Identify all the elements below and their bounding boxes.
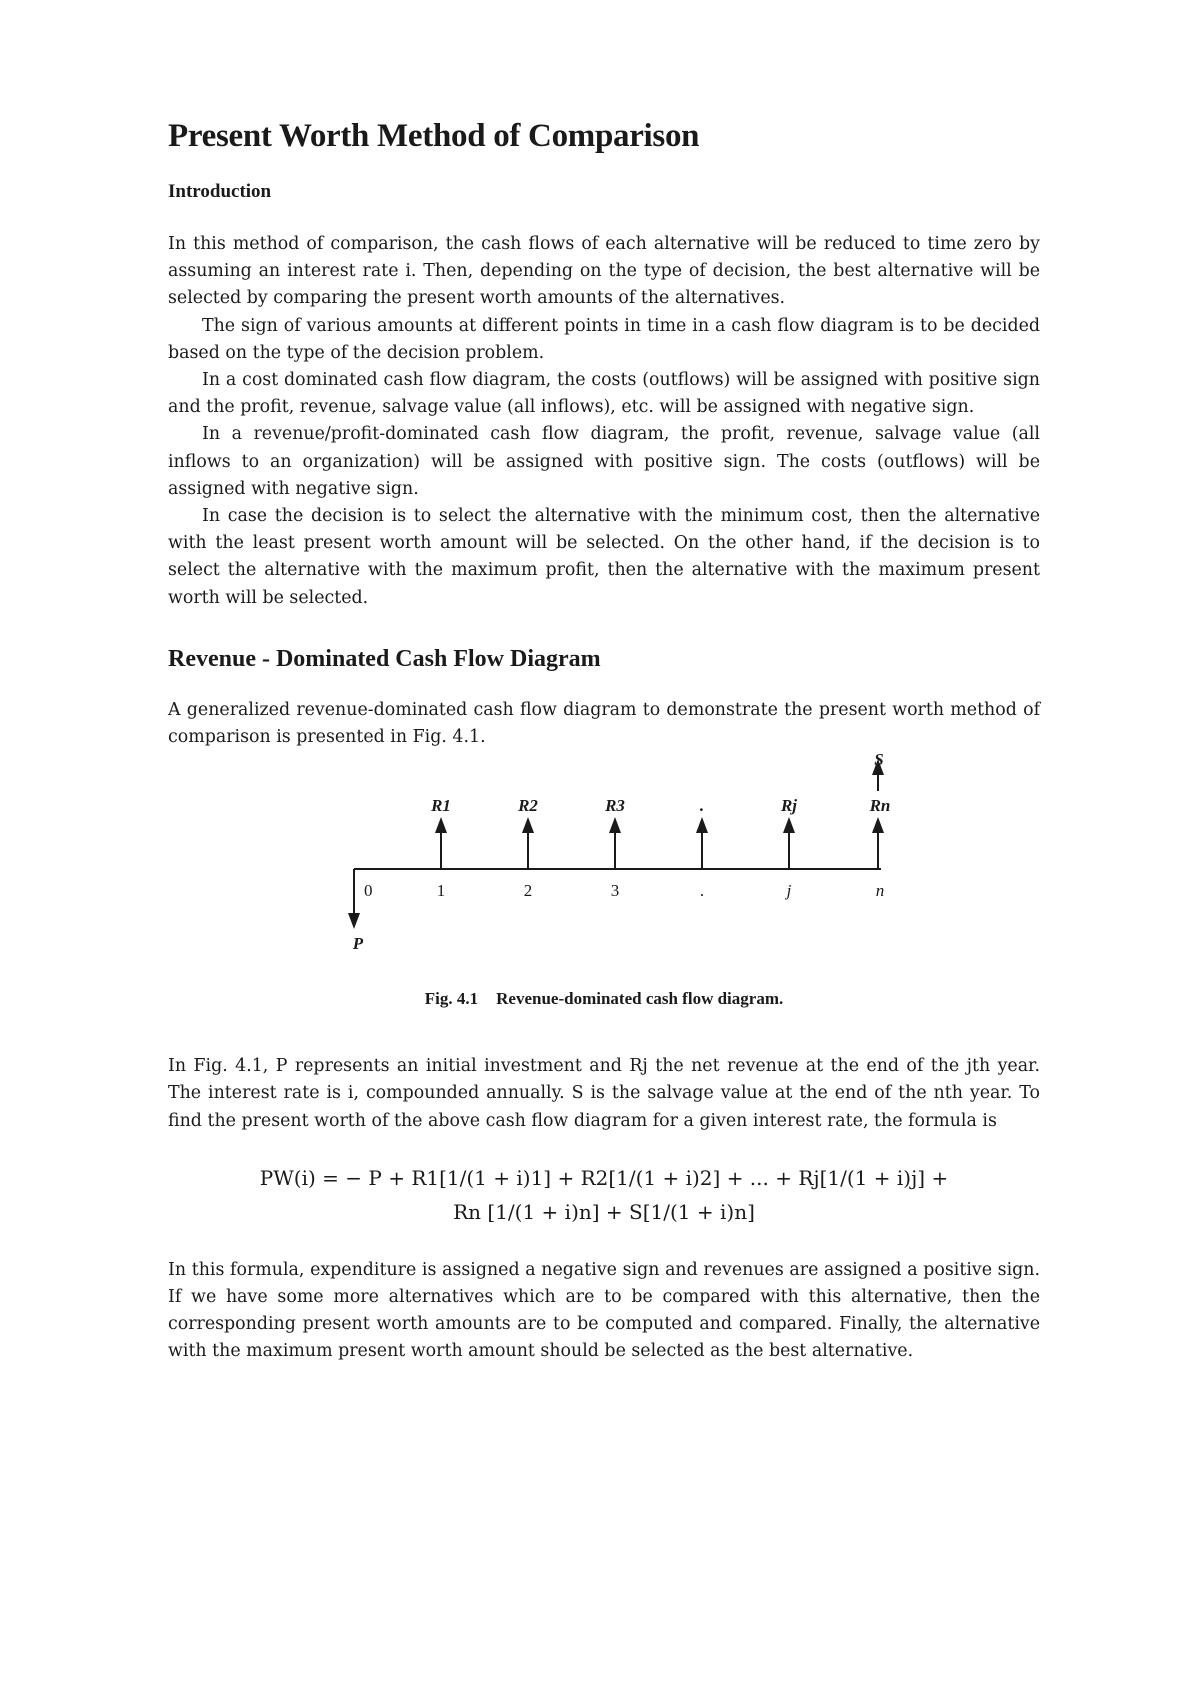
- intro-paragraph-3: In a cost dominated cash flow diagram, the costs (outflows) will be assigned with positive sign and the profit, revenue, salvage value (all inflows), etc. will be assigned with negative sign.: [168, 370, 1040, 418]
- page-title: Present Worth Method of Comparison: [168, 118, 700, 154]
- section-intro-paragraph: A generalized revenue-dominated cash flow diagram to demonstrate the present worth method of comparison is presented in Fig. 4.1.: [168, 699, 1040, 748]
- investment-arrowhead: [348, 913, 360, 929]
- revenue-arrowhead-1: [435, 817, 447, 833]
- cash-flow-diagram: [168, 751, 1040, 995]
- period-label-3: 3: [610, 881, 620, 901]
- intro-paragraph-1: In this method of comparison, the cash flows of each alternative will be reduced to time zero by assuming an interest rate i. Then, depending on the type of decision, the best alternative will be selected by comparing the present worth amounts of the alternatives.: [168, 234, 1040, 309]
- period-label-1: 1: [436, 881, 446, 901]
- document-page: [168, 118, 1040, 1366]
- intro-paragraph-4: In a revenue/profit-dominated cash flow diagram, the profit, revenue, salvage value (all inflows to an organization) will be assigned with positive sign. The costs (outflows) will be assigned with negative sign.: [168, 424, 1040, 499]
- cash-flow-figure: [168, 751, 1040, 995]
- label-r1: R1: [431, 796, 451, 816]
- formula-line-2: Rn [1/(1 + i)n] + S[1/(1 + i)n]: [453, 1199, 755, 1224]
- formula-line-1: PW(i) = − P + R1[1/(1 + i)1] + R2[1/(1 + i)2] + ... + Rj[1/(1 + i)j] +: [259, 1165, 949, 1190]
- intro-paragraph-2: The sign of various amounts at different points in time in a cash flow diagram is to be decided based on the type of the decision problem.: [168, 315, 1040, 363]
- revenue-arrowhead-j: [783, 817, 795, 833]
- label-r2: R2: [518, 796, 538, 816]
- intro-heading: Introduction: [168, 181, 272, 202]
- label-rj: Rj: [780, 796, 798, 816]
- label-investment: P: [352, 934, 364, 954]
- section-heading-revenue-diagram: Revenue - Dominated Cash Flow Diagram: [168, 645, 601, 672]
- present-worth-formula: [168, 1161, 1040, 1229]
- figure-caption-text: Revenue-dominated cash flow diagram.: [496, 989, 784, 1009]
- figure-caption-number: Fig. 4.1: [424, 989, 479, 1009]
- label-r3: R3: [605, 796, 625, 816]
- label-dot: .: [699, 796, 705, 816]
- revenue-arrowhead-4: [696, 817, 708, 833]
- label-rn: Rn: [869, 796, 891, 816]
- period-label-0: 0: [364, 881, 373, 901]
- period-label-j: j: [786, 881, 792, 901]
- revenue-arrowhead-n: [872, 817, 884, 833]
- conclusion-paragraph: In this formula, expenditure is assigned a negative sign and revenues are assigned a positive sign. If we have some more alternatives which are to be compared with this alternative, then the corresponding present worth amounts are to be computed and compared. Finally, the alternative with the maximum present worth amount should be selected as the best alternative.: [168, 1259, 1040, 1362]
- revenue-arrowhead-3: [609, 817, 621, 833]
- period-label-2: 2: [523, 881, 533, 901]
- period-label-dot: .: [699, 881, 705, 901]
- label-salvage: S: [874, 751, 884, 770]
- revenue-arrowhead-2: [522, 817, 534, 833]
- explanation-paragraph: In Fig. 4.1, P represents an initial investment and Rj the net revenue at the end of the jth year. The interest rate is i, compounded annually. S is the salvage value at the end of the nth year. To find the present worth of the above cash flow diagram for a given interest rate, the formula is: [168, 1056, 1040, 1131]
- intro-paragraph-5: In case the decision is to select the alternative with the minimum cost, then the alternative with the least present worth amount will be selected. On the other hand, if the decision is to select the alternative with the maximum profit, then the alternative with the maximum present worth will be selected.: [168, 506, 1040, 608]
- period-label-n: n: [875, 881, 885, 901]
